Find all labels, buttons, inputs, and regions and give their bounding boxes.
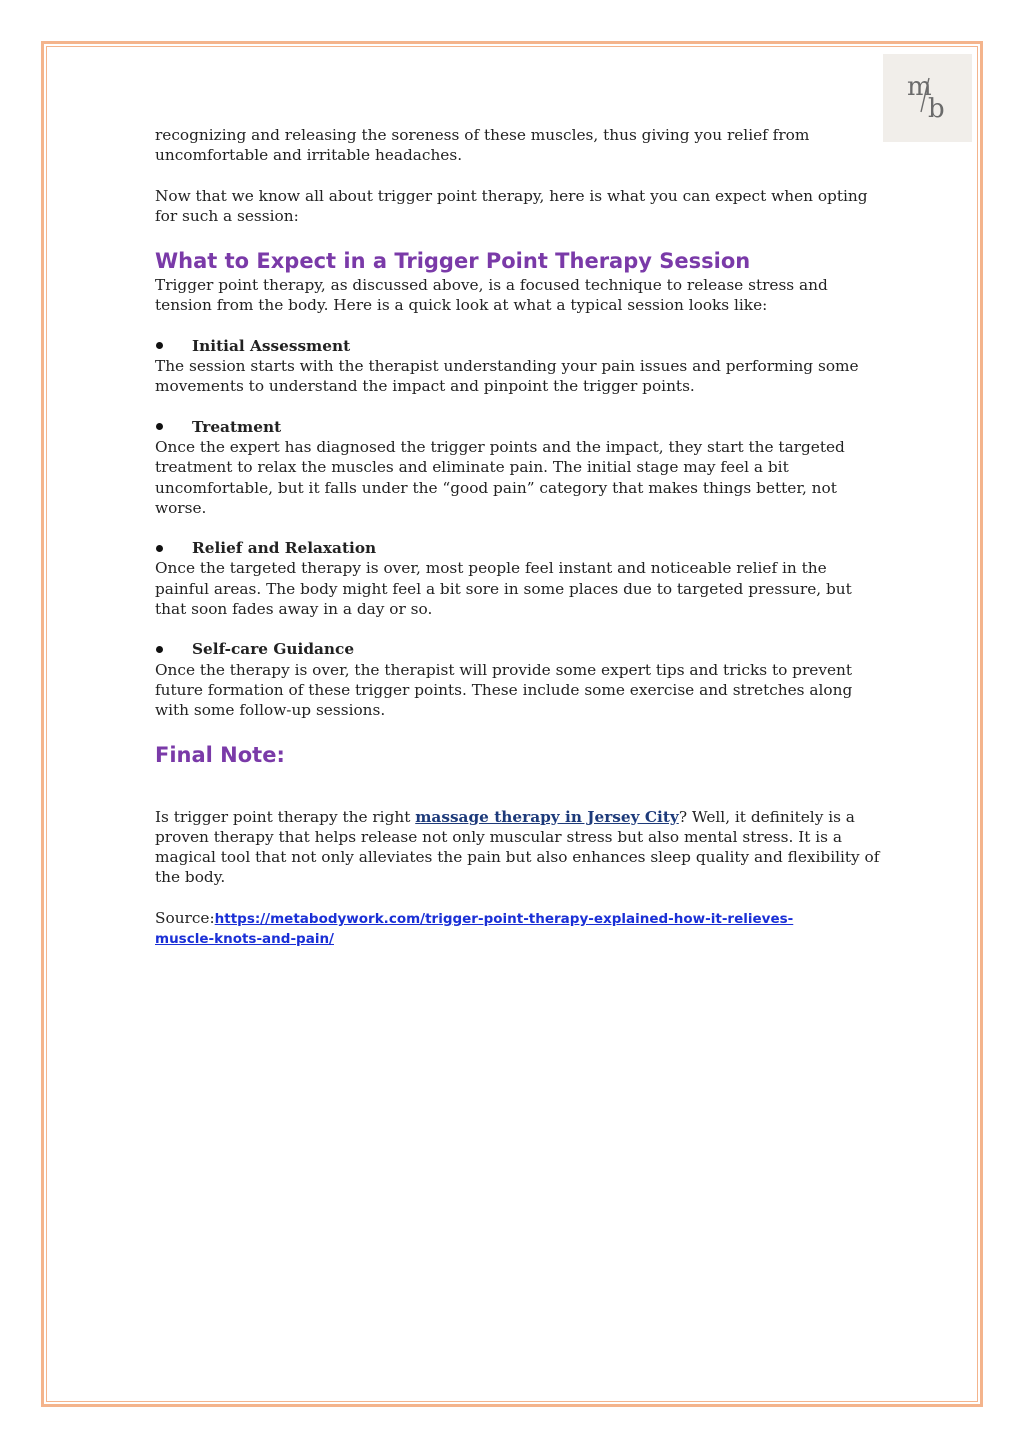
section-heading-final-note: Final Note: bbox=[155, 742, 285, 767]
item-body-initial-assessment: The session starts with the therapist understanding your pain issues and performing some movements to understand the impact and pinpoint the trigger points. bbox=[155, 357, 859, 396]
svg-text:b: b bbox=[928, 94, 945, 124]
final-text-before: Is trigger point therapy the right bbox=[155, 807, 416, 826]
final-text-after: ? Well, it definitely is a proven therapy that helps release not only muscular stress but also mental stress. It is a magical tool that not only alleviates the pain but also enhances sleep quality and flexibility of the body. bbox=[155, 807, 880, 887]
final-paragraph bbox=[155, 807, 885, 888]
item-title-initial-assessment: Initial Assessment bbox=[192, 336, 351, 355]
source-url-link[interactable]: https://metabodywork.com/trigger-point-therapy-explained-how-it-relieves- bbox=[214, 910, 794, 927]
mb-logo-icon bbox=[883, 54, 972, 142]
bullet-icon bbox=[156, 646, 163, 653]
svg-text:m: m bbox=[907, 72, 932, 102]
item-body-self-care: Once the therapy is over, the therapist will provide some expert tips and tricks to prevent future formation of these trigger points. These include some exercise and stretches along with some follow-up sessions. bbox=[155, 660, 853, 720]
item-body-relief: Once the targeted therapy is over, most people feel instant and noticeable relief in the painful areas. The body might feel a bit sore in some places due to targeted pressure, but that soon fades away in a day or so. bbox=[155, 559, 852, 619]
section-heading-session: What to Expect in a Trigger Point Therapy Session bbox=[155, 249, 751, 274]
list-item-title bbox=[155, 538, 885, 558]
source-line bbox=[155, 908, 885, 949]
list-item-title bbox=[155, 336, 885, 356]
intro-paragraph-2: Now that we know all about trigger point therapy, here is what you can expect when opting for such a session: bbox=[155, 186, 868, 225]
list-item-title bbox=[155, 417, 885, 437]
source-label: Source: bbox=[155, 908, 215, 927]
item-title-treatment: Treatment bbox=[192, 417, 282, 436]
session-intro: Trigger point therapy, as discussed above, is a focused technique to release stress and tension from the body. Here is a quick look at what a typical session looks like: bbox=[155, 276, 828, 315]
list-item-title bbox=[155, 639, 885, 659]
item-body-treatment: Once the expert has diagnosed the trigger points and the impact, they start the targeted treatment to relax the muscles and eliminate pain. The initial stage may feel a bit uncomfortable, but it falls under the “good pain” category that makes things better, not worse. bbox=[155, 437, 845, 517]
item-title-relief: Relief and Relaxation bbox=[192, 539, 377, 558]
brand-logo bbox=[883, 54, 972, 142]
source-url-link-continued[interactable]: muscle-knots-and-pain/ bbox=[155, 931, 334, 948]
item-title-self-care: Self-care Guidance bbox=[192, 640, 355, 659]
bullet-icon bbox=[156, 342, 163, 349]
intro-paragraph-1: recognizing and releasing the soreness of these muscles, thus giving you relief from uncomfortable and irritable headaches. bbox=[155, 126, 810, 165]
document-body bbox=[155, 125, 885, 948]
bullet-icon bbox=[156, 545, 163, 552]
massage-therapy-link[interactable]: massage therapy in Jersey City bbox=[415, 807, 679, 826]
bullet-icon bbox=[156, 423, 163, 430]
